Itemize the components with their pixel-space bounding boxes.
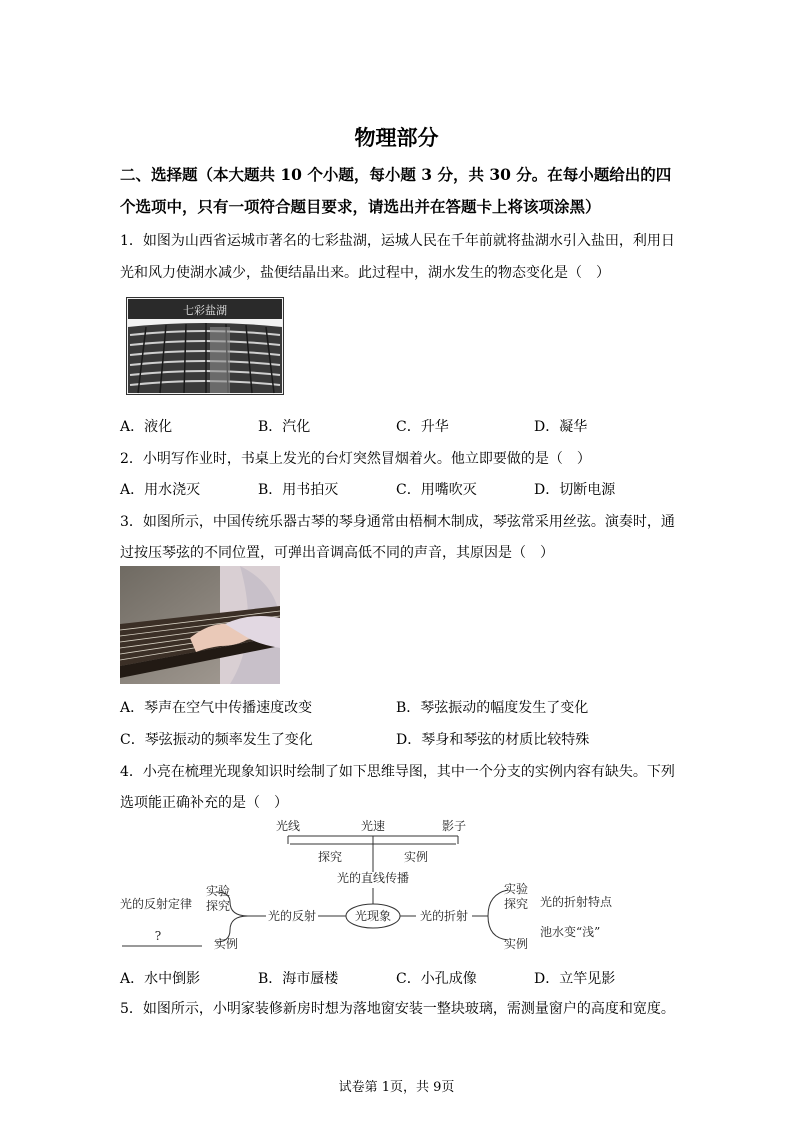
q4-option-b: B．海市蜃楼 [258,971,339,987]
section-heading-line-2: 个选项中，只有一项符合题目要求，请选出并在答题卡上将该项涂黑） [120,197,601,216]
q4-option-c: C．小孔成像 [396,971,477,987]
mindmap-right-example: 实例 [504,937,529,951]
q1-option-b: B．汽化 [258,419,311,435]
section-heading-line-1: 二、选择题（本大题共 10 个小题，每小题 3 分，共 30 分。在每小题给出的四 [120,165,672,184]
mindmap-missing-example: ? [154,929,162,943]
light-phenomena-mindmap [118,816,648,958]
q5-text: 5．如图所示，小明家装修新房时想为落地窗安装一整块玻璃，需测量窗户的高度和宽度。 [120,1001,675,1017]
q1-text-line-1: 1．如图为山西省运城市著名的七彩盐湖，运城人民在千年前就将盐湖水引入盐田，利用日 [120,233,675,249]
mindmap-right-experiment-inquiry: 实验探究 [504,882,529,911]
q2-option-a: A．用水浇灭 [120,482,201,498]
guqin-photo [120,566,280,684]
q1-option-a: A．液化 [120,419,173,435]
q2-option-d: D．切断电源 [534,482,616,498]
q2-option-c: C．用嘴吹灭 [396,482,477,498]
mindmap-left-example: 实例 [214,937,239,951]
page-footer: 试卷第 1页，共 9页 [338,1080,455,1095]
mindmap-inquiry: 探究 [317,850,343,864]
mindmap-ray: 光线 [275,819,301,833]
q4-text-line-1: 4．小亮在梳理光现象知识时绘制了如下思维导图，其中一个分支的实例内容有缺失。下列 [120,764,675,780]
mindmap-rectilinear-propagation: 光的直线传播 [336,871,410,885]
q4-option-a: A．水中倒影 [120,971,201,987]
q3-option-a: A．琴声在空气中传播速度改变 [120,700,313,716]
q2-option-b: B．用书拍灭 [258,482,339,498]
q3-option-b: B．琴弦振动的幅度发生了变化 [396,700,589,716]
mindmap-refraction-feature: 光的折射特点 [540,895,613,909]
salt-lake-photo-caption: 七彩盐湖 [183,304,227,317]
q2-text: 2．小明写作业时，书桌上发光的台灯突然冒烟着火。他立即要做的是（ ） [120,451,591,467]
q1-option-d: D．凝华 [534,419,588,435]
q3-option-d: D．琴身和琴弦的材质比较特殊 [396,732,590,748]
q4-text-line-2: 选项能正确补充的是（ ） [120,795,288,811]
mindmap-reflection: 光的反射 [267,909,317,923]
q1-option-c: C．升华 [396,419,449,435]
mindmap-example: 实例 [403,850,429,864]
mindmap-left-experiment-inquiry: 实验探究 [206,884,231,913]
q3-text-line-2: 过按压琴弦的不同位置，可弹出音调高低不同的声音，其原因是（ ） [120,545,554,561]
q3-text-line-1: 3．如图所示，中国传统乐器古琴的琴身通常由梧桐木制成，琴弦常采用丝弦。演奏时，通 [120,514,675,530]
mindmap-reflection-law: 光的反射定律 [120,897,193,911]
q3-option-c: C．琴弦振动的频率发生了变化 [120,732,313,748]
mindmap-speed-of-light: 光速 [360,819,386,833]
mindmap-pool-shallow: 池水变“浅” [540,925,601,939]
mindmap-refraction: 光的折射 [419,909,469,923]
q1-text-line-2: 光和风力使湖水减少，盐便结晶出来。此过程中，湖水发生的物态变化是（ ） [120,265,610,281]
page-title: 物理部分 [354,125,439,150]
q4-option-d: D．立竿见影 [534,971,616,987]
salt-lake-photo [126,297,284,395]
mindmap-center-light-phenomena: 光现象 [354,909,392,923]
mindmap-shadow: 影子 [441,819,467,833]
